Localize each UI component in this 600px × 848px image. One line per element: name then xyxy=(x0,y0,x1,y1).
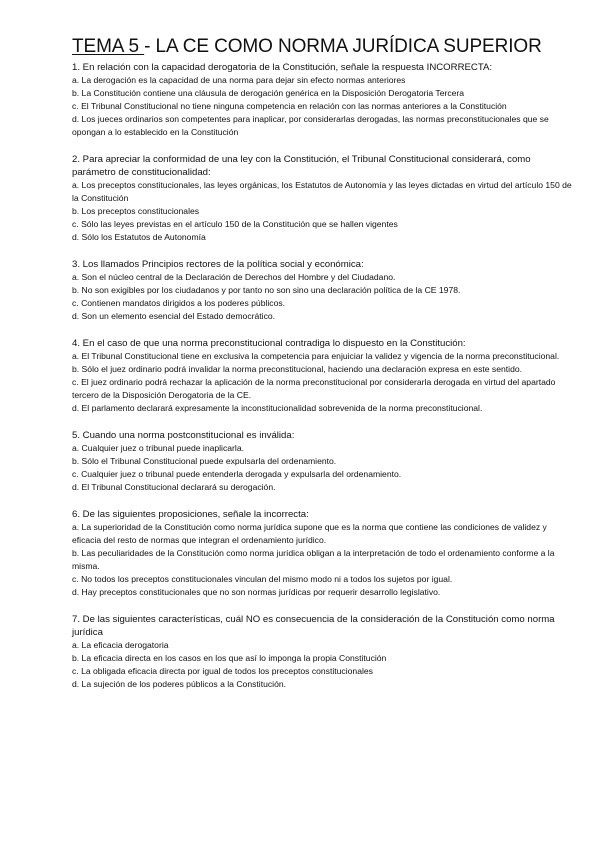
page-title xyxy=(72,36,574,58)
question-3 xyxy=(72,258,574,323)
answer-option: d. Son un elemento esencial del Estado democrático. xyxy=(72,311,276,321)
answer-option: a. Los preceptos constitucionales, las leyes orgánicas, los Estatutos de Autonomía y las leyes dictadas en virtud del artículo 150 de la Constitución xyxy=(72,180,572,203)
question-stem: 1. En relación con la capacidad derogatoria de la Constitución, señale la respuesta INCORRECTA: xyxy=(72,62,493,73)
question-stem: 5. Cuando una norma postconstitucional es inválida: xyxy=(72,430,295,441)
answer-option: b. La eficacia directa en los casos en los que así lo imponga la propia Constitución xyxy=(72,653,387,663)
answer-option: a. Cualquier juez o tribunal puede inaplicarla. xyxy=(72,443,244,453)
answer-option: b. La Constitución contiene una cláusula de derogación genérica en la Disposición Derogatoria Tercera xyxy=(72,88,465,98)
question-stem: 6. De las siguientes proposiciones, señale la incorrecta: xyxy=(72,509,309,520)
answer-option: a. Son el núcleo central de la Declaración de Derechos del Hombre y del Ciudadano. xyxy=(72,272,396,282)
answer-option: c. El juez ordinario podrá rechazar la aplicación de la norma preconstitucional por considerarla derogada en virtud del apartado tercero de la Disposición Derogatoria de la CE. xyxy=(72,377,556,400)
answer-option: d. Los jueces ordinarios son competentes para inaplicar, por considerarlas derogadas, las normas preconstitucionales que se opongan a lo establecido en la Constitución xyxy=(72,114,549,137)
title-topic-number: TEMA 5 xyxy=(72,36,145,57)
question-5 xyxy=(72,429,574,494)
answer-option: d. El parlamento declarará expresamente la inconstitucionalidad sobrevenida de la norma preconstitucional. xyxy=(72,403,483,413)
answer-option: b. Los preceptos constitucionales xyxy=(72,206,200,216)
answer-option: d. El Tribunal Constitucional declarará su derogación. xyxy=(72,482,276,492)
answer-option: a. El Tribunal Constitucional tiene en exclusiva la competencia para enjuiciar la validez y vigencia de la norma preconstitucional. xyxy=(72,351,560,361)
question-2 xyxy=(72,153,574,244)
title-text: - LA CE COMO NORMA JURÍDICA SUPERIOR xyxy=(144,36,542,57)
answer-option: c. Contienen mandatos dirigidos a los poderes públicos. xyxy=(72,298,286,308)
question-6 xyxy=(72,508,574,599)
answer-option: c. La obligada eficacia directa por igual de todos los preceptos constitucionales xyxy=(72,666,373,676)
answer-option: a. La eficacia derogatoria xyxy=(72,640,169,650)
answer-option: b. Sólo el Tribunal Constitucional puede expulsarla del ordenamiento. xyxy=(72,456,337,466)
answer-option: d. Sólo los Estatutos de Autonomía xyxy=(72,232,206,242)
answer-option: b. Las peculiaridades de la Constitución como norma jurídica obligan a la interpretación de todo el ordenamiento conforme a la misma. xyxy=(72,548,555,571)
answer-option: c. El Tribunal Constitucional no tiene ninguna competencia en relación con las normas anteriores a la Constitución xyxy=(72,101,507,111)
answer-option: c. Cualquier juez o tribunal puede entenderla derogada y expulsarla del ordenamiento. xyxy=(72,469,402,479)
answer-option: c. No todos los preceptos constitucionales vinculan del mismo modo ni a todos los sujetos por igual. xyxy=(72,574,453,584)
question-1 xyxy=(72,61,574,139)
question-stem: 4. En el caso de que una norma preconstitucional contradiga lo dispuesto en la Constitución: xyxy=(72,338,466,349)
answer-option: b. No son exigibles por los ciudadanos y por tanto no son sino una declaración política de la CE 1978. xyxy=(72,285,461,295)
question-stem: 2. Para apreciar la conformidad de una ley con la Constitución, el Tribunal Constitucional considerará, como parámetro de constitucionalidad: xyxy=(72,154,531,178)
answer-option: d. Hay preceptos constitucionales que no son normas jurídicas por requerir desarrollo legislativo. xyxy=(72,587,441,597)
answer-option: d. La sujeción de los poderes públicos a la Constitución. xyxy=(72,679,287,689)
question-list xyxy=(72,61,574,691)
question-4 xyxy=(72,337,574,415)
question-7 xyxy=(72,613,574,691)
answer-option: a. La derogación es la capacidad de una norma para dejar sin efecto normas anteriores xyxy=(72,75,406,85)
answer-option: a. La superioridad de la Constitución como norma jurídica supone que es la norma que contiene las condiciones de validez y eficacia del resto de normas que integran el ordenamiento jurídico. xyxy=(72,522,547,545)
answer-option: b. Sólo el juez ordinario podrá invalidar la norma preconstitucional, haciendo una declaración expresa en este sentido. xyxy=(72,364,523,374)
question-stem: 3. Los llamados Principios rectores de la política social y económica: xyxy=(72,259,364,270)
question-stem: 7. De las siguientes características, cuál NO es consecuencia de la consideración de la Constitución como norma jurídica xyxy=(72,614,555,638)
answer-option: c. Sólo las leyes previstas en el artículo 150 de la Constitución que se hallen vigentes xyxy=(72,219,398,229)
